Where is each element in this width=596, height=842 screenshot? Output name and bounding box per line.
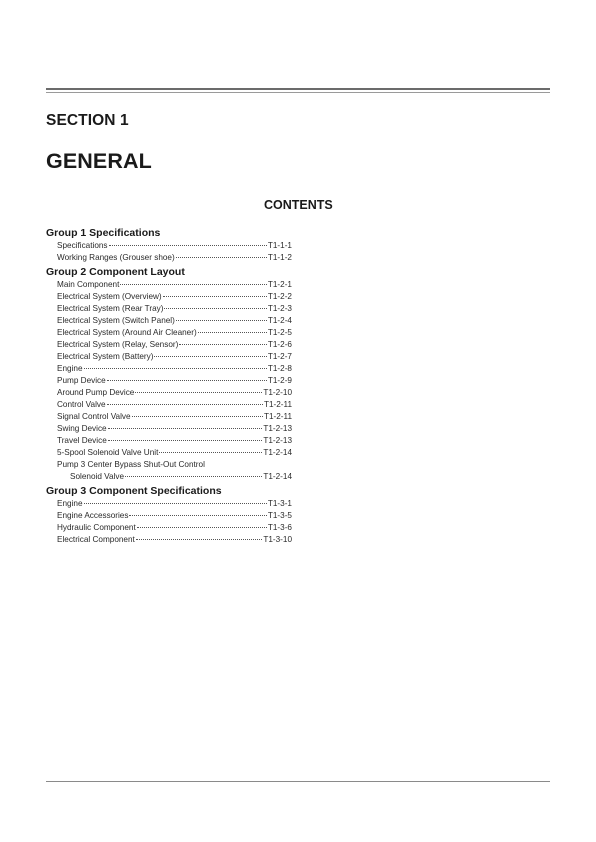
toc-entry-label: Electrical System (Switch Panel)	[57, 316, 175, 325]
toc-entry-label: Working Ranges (Grouser shoe)	[57, 253, 175, 262]
toc-entry[interactable]	[46, 423, 292, 435]
dot-leader	[136, 539, 263, 540]
dot-leader	[108, 428, 263, 429]
group-title: Group 2 Component Layout	[46, 266, 185, 278]
toc-entry-page: T1-2-6	[267, 340, 292, 349]
toc-entry-page: T1-2-14	[263, 472, 292, 481]
toc-entry-label: Signal Control Valve	[57, 412, 131, 421]
toc-entry-page: T1-2-14	[263, 448, 292, 457]
toc-entry-page: T1-2-5	[267, 328, 292, 337]
toc-entry-page: T1-2-7	[267, 352, 292, 361]
toc-entry-label: Electrical System (Overview)	[57, 292, 162, 301]
toc-entry[interactable]	[46, 498, 292, 510]
toc-entry[interactable]	[46, 327, 292, 339]
toc-entry-page: T1-1-1	[267, 241, 292, 250]
toc-entry-label: Main Component	[57, 280, 120, 289]
table-of-contents	[46, 225, 292, 546]
toc-entry-label: Engine Accessories	[57, 511, 129, 520]
toc-entry[interactable]	[46, 363, 292, 375]
toc-entry-label: Engine	[57, 499, 83, 508]
bottom-rule	[46, 781, 550, 782]
toc-entry-page: T1-2-9	[267, 376, 292, 385]
toc-entry-label: Hydraulic Component	[57, 523, 136, 532]
toc-entry[interactable]	[46, 411, 292, 423]
toc-entry-page: T1-3-1	[267, 499, 292, 508]
toc-entry[interactable]	[46, 240, 292, 252]
toc-entry[interactable]	[46, 303, 292, 315]
top-rule-thin	[46, 92, 550, 93]
dot-leader	[135, 392, 262, 393]
dot-leader	[163, 296, 267, 297]
dot-leader	[108, 440, 263, 441]
toc-entry-label: Solenoid Valve	[70, 472, 125, 481]
toc-entry[interactable]	[46, 339, 292, 351]
toc-entry-multiline-line1[interactable]	[46, 459, 292, 471]
contents-heading: CONTENTS	[264, 198, 333, 212]
toc-entry[interactable]	[46, 375, 292, 387]
group-title: Group 3 Component Specifications	[46, 485, 222, 497]
toc-entry-page: T1-3-10	[263, 535, 292, 544]
toc-group-2	[46, 265, 292, 483]
dot-leader	[179, 344, 267, 345]
toc-entry-label: Electrical Component	[57, 535, 135, 544]
group-title: Group 1 Specifications	[46, 227, 161, 239]
toc-entry-label: 5-Spool Solenoid Valve Unit	[57, 448, 159, 457]
toc-entry[interactable]	[46, 315, 292, 327]
toc-entry-label: Around Pump Device	[57, 388, 135, 397]
toc-entry[interactable]	[46, 534, 292, 546]
toc-entry-page: T1-3-5	[267, 511, 292, 520]
section-label: SECTION 1	[46, 112, 129, 129]
toc-entry[interactable]	[46, 522, 292, 534]
dot-leader	[129, 515, 266, 516]
toc-group-1	[46, 226, 292, 264]
toc-entry-page: T1-2-8	[267, 364, 292, 373]
dot-leader	[198, 332, 267, 333]
toc-group-3	[46, 484, 292, 546]
toc-entry-page: T1-2-13	[263, 424, 292, 433]
toc-entry-label: Control Valve	[57, 400, 106, 409]
toc-entry-page: T1-3-6	[267, 523, 292, 532]
toc-entry-multiline-line2[interactable]	[46, 471, 292, 483]
toc-entry-page: T1-2-4	[267, 316, 292, 325]
dot-leader	[137, 527, 267, 528]
page-title: GENERAL	[46, 149, 152, 173]
toc-entry-page: T1-2-13	[263, 436, 292, 445]
toc-entry-label: Specifications	[57, 241, 108, 250]
toc-entry-label: Pump 3 Center Bypass Shut-Out Control	[57, 460, 205, 469]
toc-entry[interactable]	[46, 447, 292, 459]
toc-entry[interactable]	[46, 252, 292, 264]
toc-entry[interactable]	[46, 399, 292, 411]
toc-entry[interactable]	[46, 291, 292, 303]
toc-entry-label: Pump Device	[57, 376, 106, 385]
toc-entry-page: T1-2-11	[263, 400, 292, 409]
dot-leader	[84, 368, 267, 369]
toc-entry-page: T1-1-2	[267, 253, 292, 262]
toc-entry-label: Electrical System (Rear Tray)	[57, 304, 164, 313]
toc-entry-label: Engine	[57, 364, 83, 373]
toc-entry-page: T1-2-11	[263, 412, 292, 421]
dot-leader	[132, 416, 263, 417]
dot-leader	[154, 356, 266, 357]
toc-entry-label: Swing Device	[57, 424, 107, 433]
dot-leader	[159, 452, 262, 453]
dot-leader	[120, 284, 267, 285]
dot-leader	[107, 404, 263, 405]
toc-entry-label: Electrical System (Around Air Cleaner)	[57, 328, 197, 337]
dot-leader	[125, 476, 262, 477]
dot-leader	[176, 320, 267, 321]
toc-entry-label: Travel Device	[57, 436, 107, 445]
toc-entry[interactable]	[46, 510, 292, 522]
toc-entry-page: T1-2-3	[267, 304, 292, 313]
dot-leader	[176, 257, 267, 258]
toc-entry-page: T1-2-2	[267, 292, 292, 301]
top-rule-thick	[46, 88, 550, 90]
toc-entry[interactable]	[46, 351, 292, 363]
dot-leader	[107, 380, 267, 381]
toc-entry[interactable]	[46, 435, 292, 447]
dot-leader	[84, 503, 267, 504]
toc-entry-page: T1-2-1	[267, 280, 292, 289]
toc-entry[interactable]	[46, 387, 292, 399]
dot-leader	[164, 308, 266, 309]
dot-leader	[109, 245, 267, 246]
toc-entry-label: Electrical System (Relay, Sensor)	[57, 340, 179, 349]
toc-entry-label: Electrical System (Battery)	[57, 352, 154, 361]
toc-entry[interactable]	[46, 279, 292, 291]
toc-entry-page: T1-2-10	[263, 388, 292, 397]
